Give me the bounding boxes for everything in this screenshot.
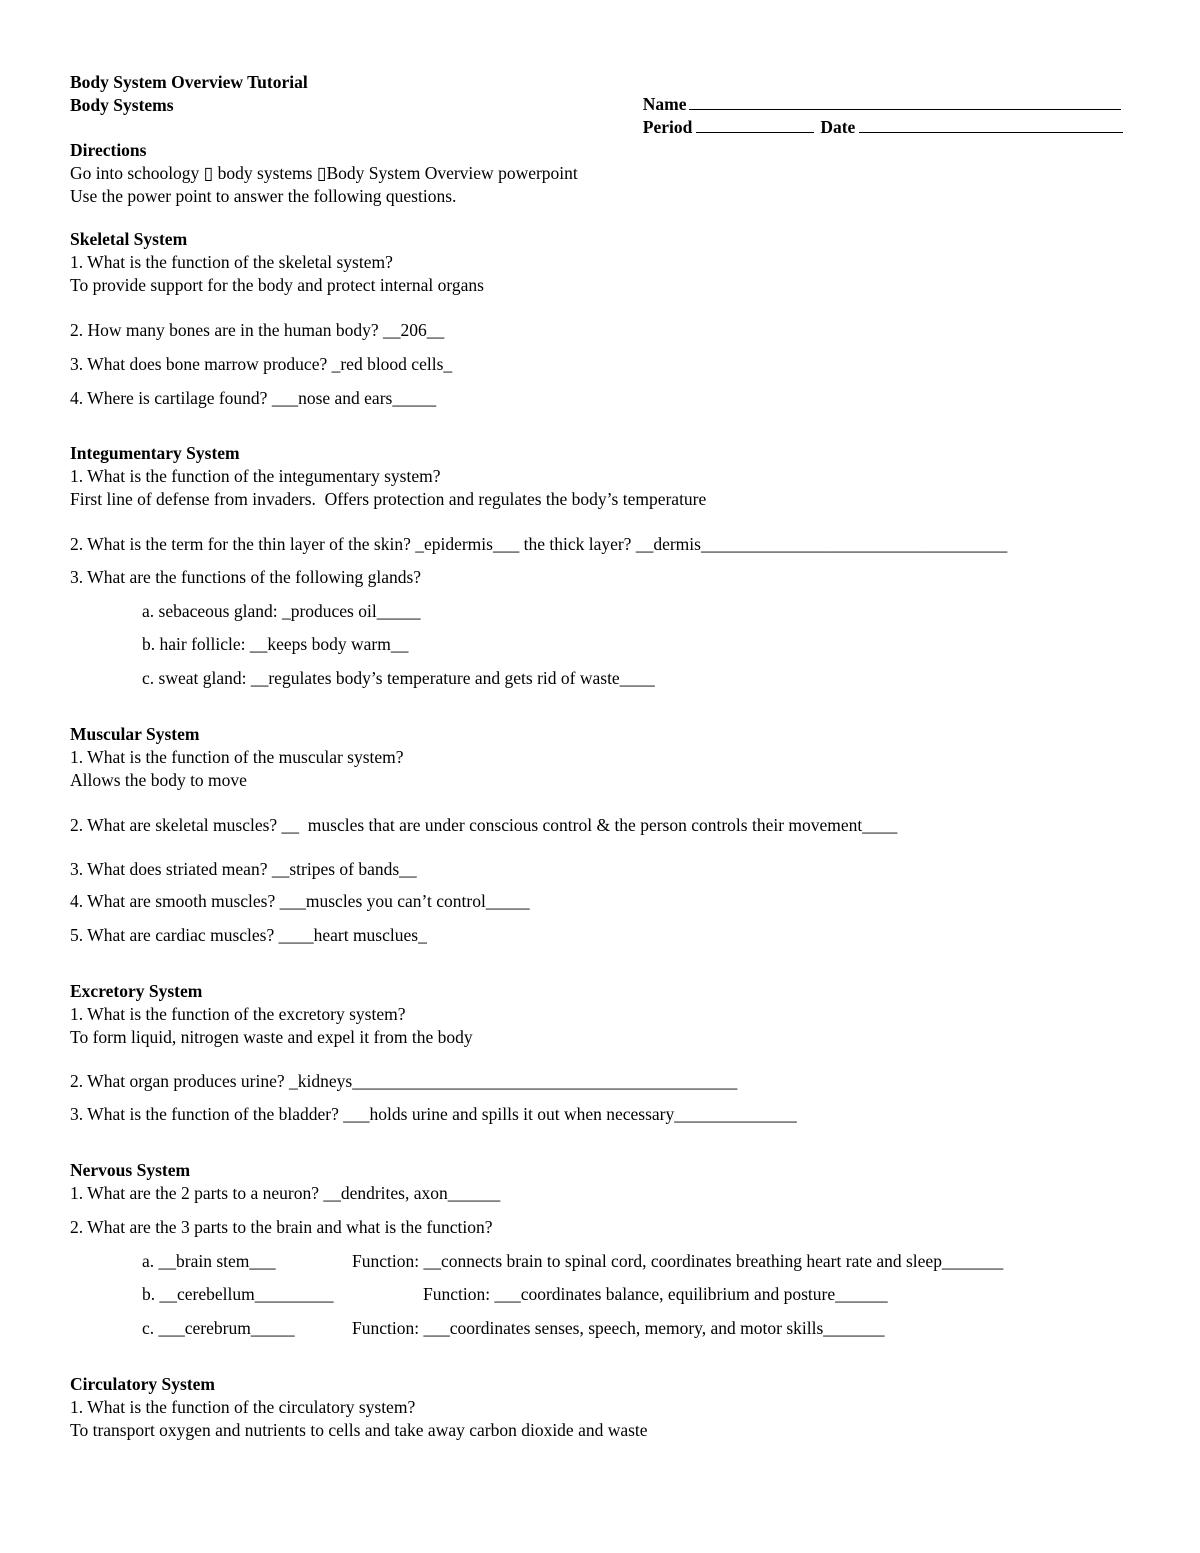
worksheet-subtitle: Body Systems xyxy=(70,95,174,115)
question: 1. What is the function of the circulatory system? xyxy=(70,1397,416,1417)
answer: First line of defense from invaders. Offers protection and regulates the body’s temperature xyxy=(70,489,707,509)
date-blank xyxy=(859,117,1123,133)
section-heading-circulatory: Circulatory System xyxy=(70,1374,215,1394)
question: 3. What does bone marrow produce? _red blood cells_ xyxy=(70,354,453,374)
question: 2. What is the term for the thin layer of the skin? _epidermis___ the thick layer? __dermis___________________________________ xyxy=(70,534,1008,554)
question: 1. What is the function of the skeletal system? xyxy=(70,252,393,272)
brain-function: Function: __connects brain to spinal cord, coordinates breathing heart rate and sleep_______ xyxy=(352,1251,1004,1271)
sub-question: c. sweat gland: __regulates body’s temperature and gets rid of waste____ xyxy=(142,668,655,688)
directions-line: Use the power point to answer the following questions. xyxy=(70,186,457,206)
question: 1. What are the 2 parts to a neuron? __dendrites, axon______ xyxy=(70,1183,501,1203)
period-blank xyxy=(696,117,814,133)
section-heading-excretory: Excretory System xyxy=(70,981,203,1001)
answer: To provide support for the body and protect internal organs xyxy=(70,275,484,295)
question: 2. What are the 3 parts to the brain and what is the function? xyxy=(70,1217,493,1237)
section-heading-muscular: Muscular System xyxy=(70,724,200,744)
name-label: Name xyxy=(642,94,687,114)
brain-function: Function: ___coordinates senses, speech, memory, and motor skills_______ xyxy=(352,1318,885,1338)
worksheet-title: Body System Overview Tutorial xyxy=(70,72,308,92)
sub-question: b. hair follicle: __keeps body warm__ xyxy=(142,634,409,654)
question: 2. What are skeletal muscles? __ muscles that are under conscious control & the person controls their movement____ xyxy=(70,815,898,835)
question: 2. How many bones are in the human body? __206__ xyxy=(70,320,445,340)
brain-part: c. ___cerebrum_____ xyxy=(142,1318,295,1338)
date-label: Date xyxy=(820,117,856,137)
answer: To form liquid, nitrogen waste and expel it from the body xyxy=(70,1027,473,1047)
directions-heading: Directions xyxy=(70,140,147,160)
answer: To transport oxygen and nutrients to cells and take away carbon dioxide and waste xyxy=(70,1420,648,1440)
period-label: Period xyxy=(642,117,693,137)
question: 1. What is the function of the muscular system? xyxy=(70,747,404,767)
question: 3. What are the functions of the following glands? xyxy=(70,567,422,587)
brain-function: Function: ___coordinates balance, equilibrium and posture______ xyxy=(423,1284,888,1304)
question: 2. What organ produces urine? _kidneys____________________________________________ xyxy=(70,1071,738,1091)
question: 3. What is the function of the bladder? ___holds urine and spills it out when necessary______________ xyxy=(70,1104,797,1124)
section-heading-nervous: Nervous System xyxy=(70,1160,191,1180)
period-date-field xyxy=(634,94,1123,138)
section-heading-integumentary: Integumentary System xyxy=(70,443,240,463)
question: 1. What is the function of the integumentary system? xyxy=(70,466,441,486)
brain-part: a. __brain stem___ xyxy=(142,1251,276,1271)
question: 4. Where is cartilage found? ___nose and ears_____ xyxy=(70,388,437,408)
question: 5. What are cardiac muscles? ____heart musclues_ xyxy=(70,925,427,945)
answer: Allows the body to move xyxy=(70,770,247,790)
question: 1. What is the function of the excretory system? xyxy=(70,1004,406,1024)
question: 3. What does striated mean? __stripes of bands__ xyxy=(70,859,417,879)
question: 4. What are smooth muscles? ___muscles you can’t control_____ xyxy=(70,891,530,911)
brain-part: b. __cerebellum_________ xyxy=(142,1284,334,1304)
directions-line: Go into schoology ▯ body systems ▯Body System Overview powerpoint xyxy=(70,163,578,183)
sub-question: a. sebaceous gland: _produces oil_____ xyxy=(142,601,421,621)
section-heading-skeletal: Skeletal System xyxy=(70,229,188,249)
